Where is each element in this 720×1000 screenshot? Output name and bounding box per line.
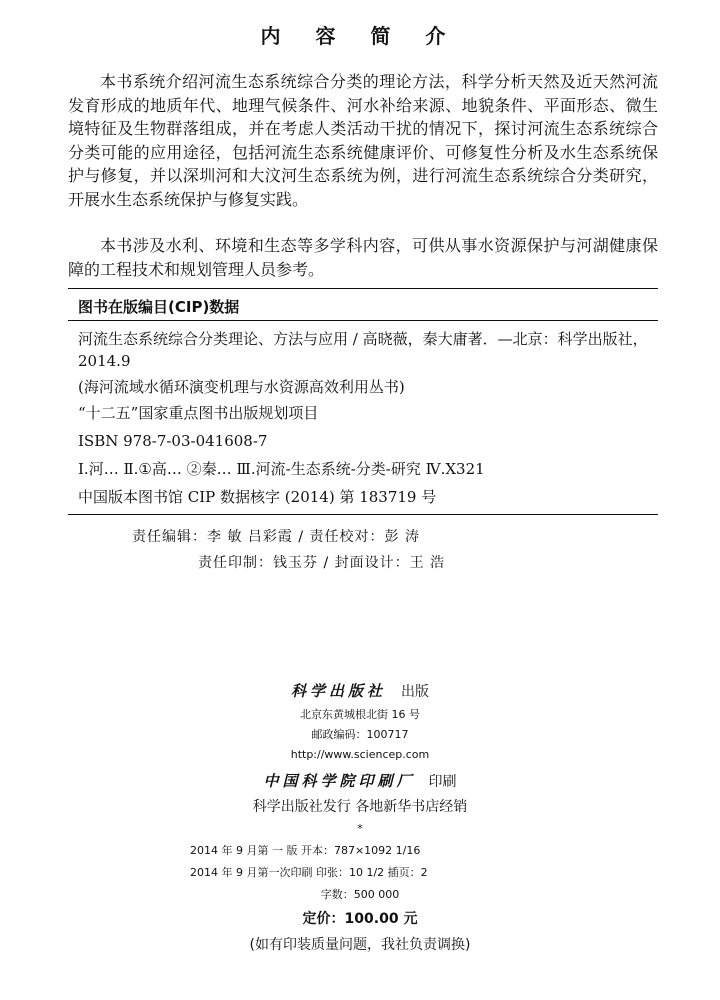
publisher-line [0,680,720,701]
divider-bottom [68,514,658,515]
wordcount-line: 字数：500 000 [320,888,400,901]
cip-line-isbn: ISBN 978-7-03-041608-7 [78,432,268,450]
distribution-line: 科学出版社发行 各地新华书店经销 [252,799,468,815]
publisher-address: 北京东黄城根北街 16 号 [300,708,420,721]
edition-line: 2014 年 9 月第 一 版 开本：787×1092 1/16 [190,844,421,857]
cip-line-series: (海河流域水循环演变机理与水资源高效利用丛书) [78,378,405,396]
publisher-name: 科学出版社 [290,682,386,700]
cip-line-classification: Ⅰ.河… Ⅱ.①高… ②秦… Ⅲ.河流-生态系统-分类-研究 Ⅳ.X321 [78,460,485,478]
separator-asterisk: * [357,822,363,835]
divider-top [68,288,658,289]
printer-name: 中国科学院印刷厂 [263,772,416,790]
quality-notice: (如有印装质量问题，我社负责调换) [249,937,471,953]
cip-line-record: 中国版本图书馆 CIP 数据核字 (2014) 第 183719 号 [78,488,437,506]
publisher-postcode: 邮政编码：100717 [311,728,409,741]
publisher-website: http://www.sciencep.com [290,748,430,761]
cip-line-project: “十二五”国家重点图书出版规划项目 [78,404,319,422]
cip-heading: 图书在版编目(CIP)数据 [78,298,240,316]
publisher-suffix: 出版 [401,684,430,700]
printer-line [0,770,720,791]
cip-line-title: 河流生态系统综合分类理论、方法与应用 / 高晓薇，秦大庸著．—北京：科学出版社，2014.9 [78,330,648,370]
credits-printing: 责任印制：钱玉芬 / 封面设计：王 浩 [198,555,446,571]
divider-cip [68,320,658,321]
credits-editors: 责任编辑：李 敏 吕彩霞 / 责任校对：彭 涛 [132,529,420,545]
printer-suffix: 印刷 [428,774,457,790]
intro-paragraph-2: 本书涉及水利、环境和生态等多学科内容，可供从事水资源保护与河湖健康保障的工程技术和规划管理人员参考。 [68,236,658,279]
price-line: 定价：100.00 元 [302,911,418,927]
page-title: 内 容 简 介 [260,24,460,48]
intro-paragraph-1: 本书系统介绍河流生态系统综合分类的理论方法，科学分析天然及近天然河流发育形成的地质年代、地理气候条件、河水补给来源、地貌条件、平面形态、微生境特征及生物群落组成，并在考虑人类活动干扰的情况下，探讨河流生态系统综合分类可能的应用途径，包括河流生态系统健康评价、可修复性分析及水生态系统保护与修复，并以深圳河和大汶河生态系统为例，进行河流生态系统综合分类研究，开展水生态系统保护与修复实践。 [68,72,658,209]
printing-line: 2014 年 9 月第一次印刷 印张：10 1/2 插页：2 [190,866,428,879]
